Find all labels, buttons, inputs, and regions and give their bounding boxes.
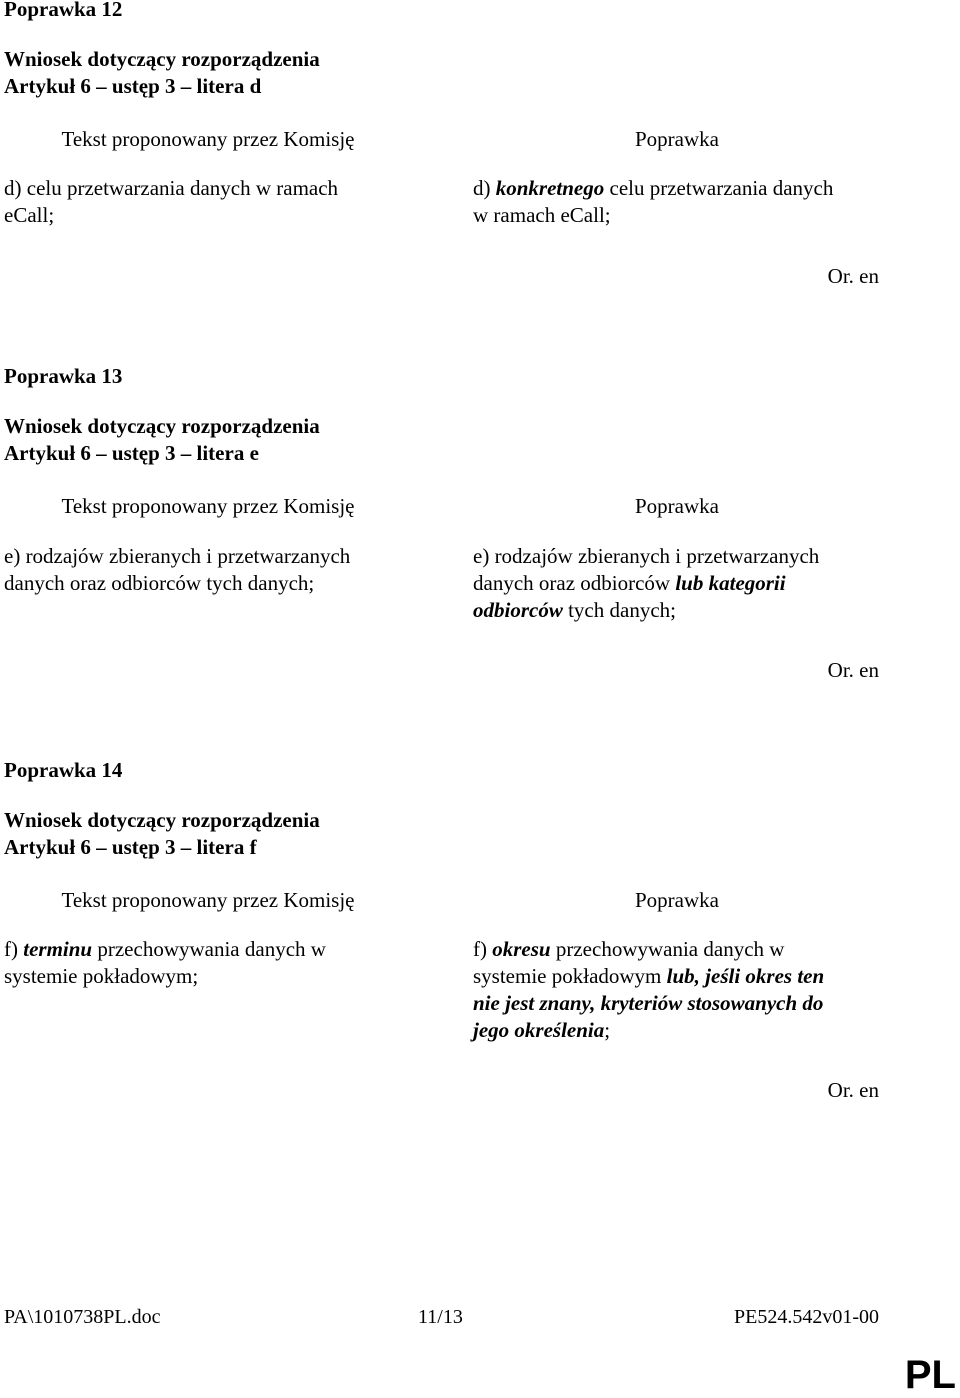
text-segment: e) rodzajów zbieranych i przetwarzanych bbox=[473, 544, 820, 568]
changed-text: konkretnego bbox=[495, 176, 605, 200]
amendment-text-header: Poprawka bbox=[635, 127, 719, 151]
text-segment: w ramach eCall; bbox=[473, 203, 611, 227]
text-line bbox=[4, 175, 444, 202]
article-reference: Artykuł 6 – ustęp 3 – litera e bbox=[4, 441, 259, 465]
text-segment: tych danych; bbox=[562, 598, 676, 622]
text-segment: danych oraz odbiorców bbox=[473, 571, 676, 595]
changed-text: odbiorców bbox=[473, 598, 563, 622]
page-number: 11/13 bbox=[418, 1306, 463, 1328]
original-language: Or. en bbox=[827, 658, 879, 682]
text-segment: przechowywania danych w bbox=[92, 937, 326, 961]
changed-text: terminu bbox=[23, 937, 93, 961]
text-line bbox=[4, 570, 444, 597]
article-reference: Artykuł 6 – ustęp 3 – litera d bbox=[4, 74, 262, 98]
article-reference: Artykuł 6 – ustęp 3 – litera f bbox=[4, 835, 257, 859]
amendment-title: Poprawka 12 bbox=[4, 0, 123, 21]
text-segment: f) bbox=[473, 937, 493, 961]
text-line bbox=[473, 936, 913, 963]
commission-text bbox=[4, 543, 444, 597]
proposal-label: Wniosek dotyczący rozporządzenia bbox=[4, 47, 320, 71]
text-line bbox=[473, 963, 913, 990]
text-line bbox=[473, 597, 913, 624]
original-language: Or. en bbox=[827, 1078, 879, 1102]
text-line bbox=[473, 1017, 913, 1044]
text-segment: e) rodzajów zbieranych i przetwarzanych bbox=[4, 544, 351, 568]
commission-text-header: Tekst proponowany przez Komisję bbox=[61, 494, 355, 518]
changed-text: nie jest znany, kryteriów stosowanych do bbox=[473, 991, 824, 1015]
text-segment: przechowywania danych w bbox=[550, 937, 785, 961]
text-segment: celu przetwarzania danych bbox=[604, 176, 834, 200]
amendment-text-header: Poprawka bbox=[635, 494, 719, 518]
amendment-text bbox=[473, 936, 913, 1044]
proposal-label: Wniosek dotyczący rozporządzenia bbox=[4, 808, 320, 832]
changed-text: okresu bbox=[492, 937, 551, 961]
language-code: PL bbox=[904, 1353, 956, 1397]
changed-text: jego określenia bbox=[473, 1018, 605, 1042]
changed-text: lub kategorii bbox=[675, 571, 786, 595]
text-segment: ; bbox=[604, 1018, 611, 1042]
text-line bbox=[4, 963, 444, 990]
commission-text bbox=[4, 175, 444, 229]
changed-text: lub, jeśli okres ten bbox=[666, 964, 825, 988]
text-segment: eCall; bbox=[4, 203, 55, 227]
text-line bbox=[473, 990, 913, 1017]
amendment-text bbox=[473, 543, 913, 624]
amendment-text-header: Poprawka bbox=[635, 888, 719, 912]
text-line bbox=[473, 570, 913, 597]
text-line bbox=[473, 543, 913, 570]
proposal-label: Wniosek dotyczący rozporządzenia bbox=[4, 414, 320, 438]
text-segment: systemie pokładowym bbox=[473, 964, 667, 988]
text-line bbox=[473, 175, 913, 202]
commission-text-header: Tekst proponowany przez Komisję bbox=[61, 888, 355, 912]
commission-text-header: Tekst proponowany przez Komisję bbox=[61, 127, 355, 151]
text-line bbox=[4, 543, 444, 570]
text-line bbox=[4, 202, 444, 229]
original-language: Or. en bbox=[827, 264, 879, 288]
text-segment: d) celu przetwarzania danych w ramach bbox=[4, 176, 339, 200]
document-reference: PA\1010738PL.doc bbox=[4, 1306, 161, 1328]
text-line bbox=[473, 202, 913, 229]
commission-text bbox=[4, 936, 444, 990]
text-segment: d) bbox=[473, 176, 496, 200]
text-segment: f) bbox=[4, 937, 24, 961]
text-segment: danych oraz odbiorców tych danych; bbox=[4, 571, 315, 595]
text-line bbox=[4, 936, 444, 963]
pe-reference: PE524.542v01-00 bbox=[734, 1306, 879, 1328]
amendment-text bbox=[473, 175, 913, 229]
amendment-title: Poprawka 14 bbox=[4, 758, 123, 782]
text-segment: systemie pokładowym; bbox=[4, 964, 199, 988]
amendment-title: Poprawka 13 bbox=[4, 364, 123, 388]
